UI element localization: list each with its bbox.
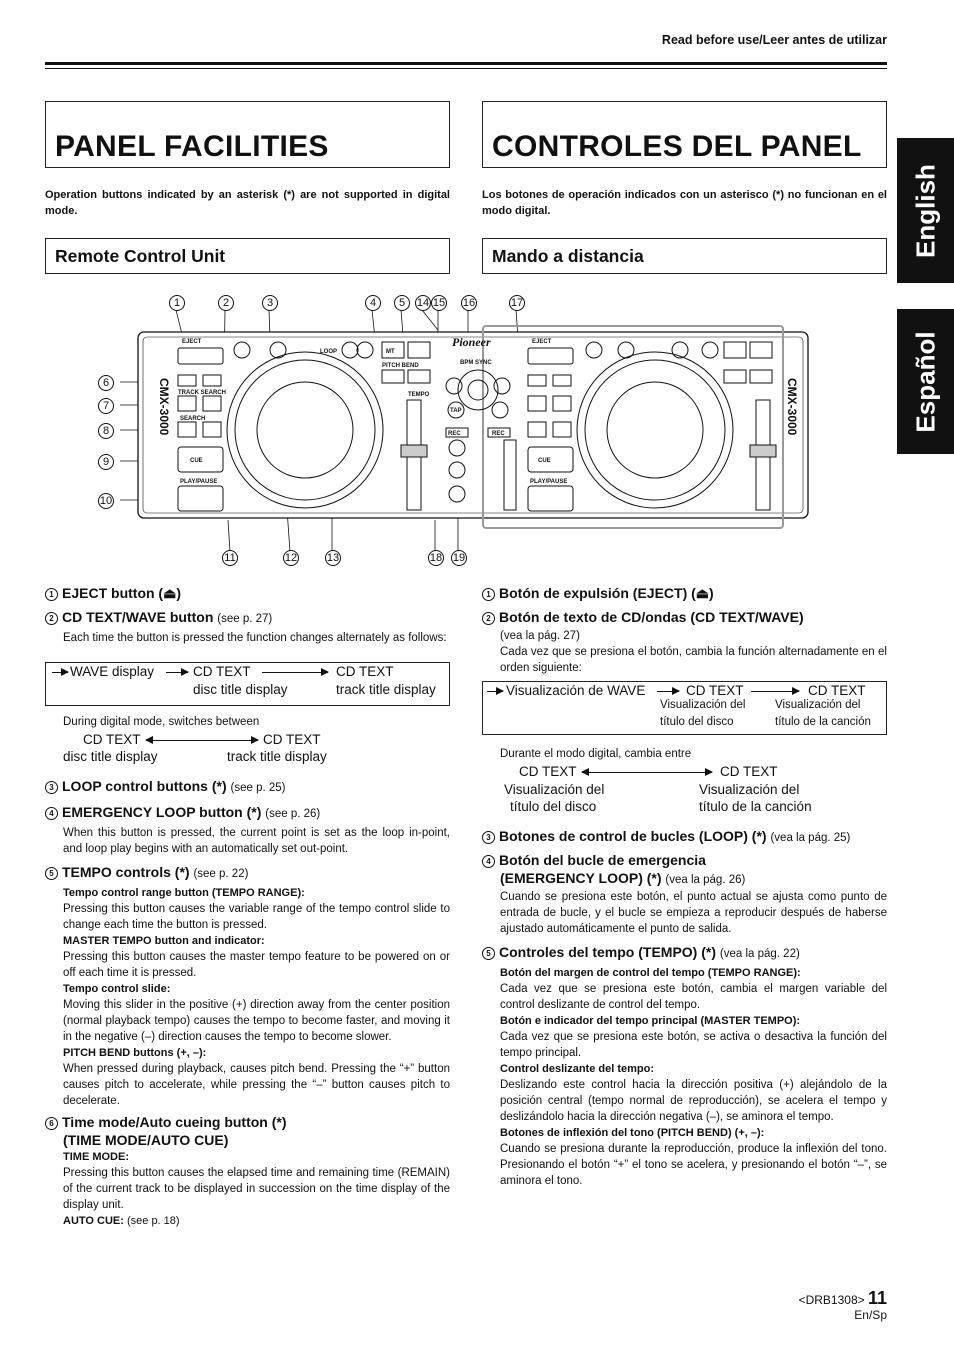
footer-lang: En/Sp [854,1308,887,1322]
item-5-sub1-es: Botón del margen de control del tempo (TEMPO RANGE): [500,967,801,979]
tab-english-label: English [910,163,940,258]
item-2-body-es: Cada vez que se presiona el botón, cambia la función alternadamente en el orden siguiente: [500,646,887,674]
label-search-left: SEARCH [180,416,206,422]
model-right: CMX-3000 [785,378,799,436]
header-rule [45,62,887,65]
digital-a3-es: título del disco [510,799,597,814]
callout-8: 8 [98,423,114,439]
label-tempo-left: TEMPO [408,392,430,398]
column-es [482,580,887,676]
flow-cdtext-track-en: CD TEXT [336,664,394,679]
callout-12: 12 [284,552,298,564]
item-5-sub3-en: Tempo control slide: [63,983,171,995]
item-5-body4-en: When pressed during playback, causes pitch bend. Pressing the “+” button causes pitch to accelerate, while pressing the “–” button causes pitch to decelerate. [63,1063,450,1107]
label-rec-left: REC [448,431,461,437]
item-6-en: 6 Time mode/Auto cueing button (*) [45,1113,450,1131]
item-6-sub2-en: AUTO CUE: (see p. 18) [63,1215,180,1227]
callout-11: 11 [222,550,238,566]
flow-wave-es: Visualización de WAVE [506,683,646,698]
column-en-2 [45,773,450,1229]
section-box-es [482,238,887,274]
item-3-es: 3 Botones de control de bucles (LOOP) (*) (vea la pág. 25) [482,825,887,849]
digital-a2-es: Visualización del [504,782,605,797]
column-en [45,580,450,646]
tab-english[interactable] [897,138,954,283]
item-4-es: 4 Botón del bucle de emergencia [482,851,887,869]
item-1-es: 1 Botón de expulsión (EJECT) (⏏) [482,582,887,604]
flow-arrow-es [751,691,799,692]
digital-switch-es [500,748,880,818]
label-tap-left: TAP [450,408,462,414]
item-4-body-en: When this button is pressed, the current point is set as the loop in-point, and loop play begins with an automatically set out-point. [63,827,450,855]
remote-control-illustration [120,290,820,570]
item-6-body1-en: Pressing this button causes the elapsed time and remaining time (REMAIN) of the current track to be displayed in succession on the time display of the display unit. [63,1167,450,1211]
section-box-en [45,238,450,274]
digital-a1-es: CD TEXT [519,764,577,779]
digital-b2-en: track title display [227,749,327,764]
intro-en: Operation buttons indicated by an asterisk (*) are not supported in digital mode. [45,189,450,217]
item-5-body1-es: Cada vez que se presiona este botón, cambia el margen variable del control deslizante de control del tempo. [500,983,887,1011]
flow-disc-title-en: disc title display [193,682,288,697]
digital-b1-es: CD TEXT [720,764,778,779]
flow-track-title-es: título de la canción [775,716,871,728]
item-2-es: 2 Botón de texto de CD/ondas (CD TEXT/WAVE) [482,606,887,628]
item-2-en: 2 CD TEXT/WAVE button (see p. 27) [45,606,450,630]
digital-b3-es: título de la canción [699,799,812,814]
callout-4: 4 [365,295,381,311]
callout-7: 7 [98,398,114,414]
callout-19: 19 [452,552,466,564]
item-5-body3-en: Moving this slider in the positive (+) direction away from the center position (normal playback tempo) causes the tempo to become faster, and moving it in the negative (–) direction causes the tempo to become slower. [63,999,450,1043]
remote-control-diagram [99,290,820,570]
label-play-right: PLAY/PAUSE [530,479,568,485]
item-5-en: 5 TEMPO controls (*) (see p. 22) [45,861,450,885]
digital-b2-es: Visualización del [699,782,800,797]
label-mt-left: MT [386,349,395,355]
label-cue-right: CUE [538,458,551,464]
callout-5: 5 [394,295,410,311]
item-5-sub3-es: Control deslizante del tempo: [500,1063,655,1075]
flow-box-es [482,681,887,735]
callout-15: 15 [432,297,446,309]
brand-logo: Pioneer [452,335,491,349]
label-play-left: PLAY/PAUSE [180,479,218,485]
tab-espanol[interactable] [897,309,954,454]
label-loop-left: LOOP [320,349,338,355]
item-5-sub2-es: Botón e indicador del tempo principal (MASTER TEMPO): [500,1015,801,1027]
item-2-see-es: (vea la pág. 27) [500,630,580,642]
item-4-title2-es: (EMERGENCY LOOP) (*) (vea la pág. 26) [500,870,746,886]
page-title-en: PANEL FACILITIES [55,130,329,163]
item-5-sub1-en: Tempo control range button (TEMPO RANGE): [63,887,305,899]
label-pitch-left: PITCH BEND [382,363,419,369]
section-title-en: Remote Control Unit [55,246,226,266]
intro-es: Los botones de operación indicados con un asterisco (*) no funcionan en el modo digital. [482,189,887,217]
callout-13: 13 [326,552,340,564]
item-1-en: 1 EJECT button (⏏) [45,582,450,604]
label-cue-left: CUE [190,458,203,464]
flow-cdtext-disc-es: CD TEXT [686,683,744,698]
callout-17: 17 [510,297,524,309]
digital-a2-en: disc title display [63,749,158,764]
callout-10: 10 [99,495,113,507]
flow-cdtext-disc-en: CD TEXT [193,664,251,679]
flow-wave-en: WAVE display [70,664,155,679]
flow-arrow-en [52,672,68,673]
item-4-body-es: Cuando se presiona este botón, el punto actual se ajusta como punto de entrada de bucle, y el bucle se empieza a reproducir después de haberse ajustado automáticamente el punto de salida. [500,891,887,935]
header-rule-thin [45,68,887,69]
item-5-body2-es: Cada vez que se presiona este botón, se activa o desactiva la función del tempo principal. [500,1031,887,1059]
label-eject-left: EJECT [182,339,202,345]
digital-intro-es: Durante el modo digital, cambia entre [500,748,692,760]
item-3-en: 3 LOOP control buttons (*) (see p. 25) [45,775,450,799]
flow-box-en [45,662,450,706]
item-5-body3-es: Deslizando este control hacia la dirección positiva (+) alejándolo de la posición central (tempo normal de reproducción), se acelera el tempo y deslizándolo hacia la dirección negativa (–), se aminora el tempo. [500,1079,887,1123]
section-title-es: Mando a distancia [492,246,644,266]
column-es-2 [482,823,887,1189]
flow-track-title-en: track title display [336,682,436,697]
title-box-en [45,101,450,168]
flow-arrow-es [487,691,503,692]
callout-16: 16 [462,297,476,309]
label-bpm-sync: BPM SYNC [460,360,492,366]
item-5-sub4-es: Botones de inflexión del tono (PITCH BEND) (+, –): [500,1127,765,1139]
header-note: Read before use/Leer antes de utilizar [661,33,887,47]
label-rec-right: REC [492,431,505,437]
flow-arrow-en [262,672,328,673]
flow-arrow-en [166,672,188,673]
callout-14: 14 [416,297,430,309]
flow-disc-vis-es: Visualización del [660,699,746,711]
digital-b1-en: CD TEXT [263,732,321,747]
flow-cdtext-track-es: CD TEXT [808,683,866,698]
digital-intro-en: During digital mode, switches between [63,716,260,728]
callout-3: 3 [262,295,278,311]
item-5-body2-en: Pressing this button causes the master tempo feature to be powered on or off each time it is pressed. [63,951,450,979]
flow-track-vis-es: Visualización del [775,699,861,711]
flow-disc-title-es: título del disco [660,716,734,728]
model-left: CMX-3000 [157,378,171,436]
label-eject-right: EJECT [532,339,552,345]
page-title-es: CONTROLES DEL PANEL [492,130,862,163]
callout-18: 18 [429,552,443,564]
page-number: 11 [867,1288,887,1308]
digital-a1-en: CD TEXT [83,732,141,747]
callout-9: 9 [98,454,114,470]
label-track-search-left: TRACK SEARCH [178,390,226,396]
item-5-sub4-en: PITCH BEND buttons (+, –): [63,1047,207,1059]
item-6-title2-en: (TIME MODE/AUTO CUE) [63,1132,229,1148]
item-6-sub1-en: TIME MODE: [63,1151,129,1163]
item-5-es: 5 Controles del tempo (TEMPO) (*) (vea la pág. 22) [482,941,887,965]
tab-espanol-label: Español [910,330,940,433]
item-5-body4-es: Cuando se presiona durante la reproducción, produce la inflexión del tono. Presionando el botón “+” el tono se acelera, y presionando el botón “–”, se aminora el tono. [500,1143,887,1187]
digital-arrow-en [146,740,258,741]
item-2-body-en: Each time the button is pressed the function changes alternately as follows: [63,632,447,644]
callout-6: 6 [98,375,114,391]
flow-arrow-es [657,691,679,692]
footer-code: <DRB1308> 11 [798,1288,887,1308]
callout-2: 2 [218,295,234,311]
title-box-es [482,101,887,168]
item-5-body1-en: Pressing this button causes the variable range of the tempo control slide to change each time the button is pressed. [63,903,450,931]
callout-1: 1 [169,295,185,311]
item-4-en: 4 EMERGENCY LOOP button (*) (see p. 26) [45,801,450,825]
item-5-sub2-en: MASTER TEMPO button and indicator: [63,935,265,947]
digital-switch-en [63,716,453,768]
digital-arrow-es [582,772,712,773]
